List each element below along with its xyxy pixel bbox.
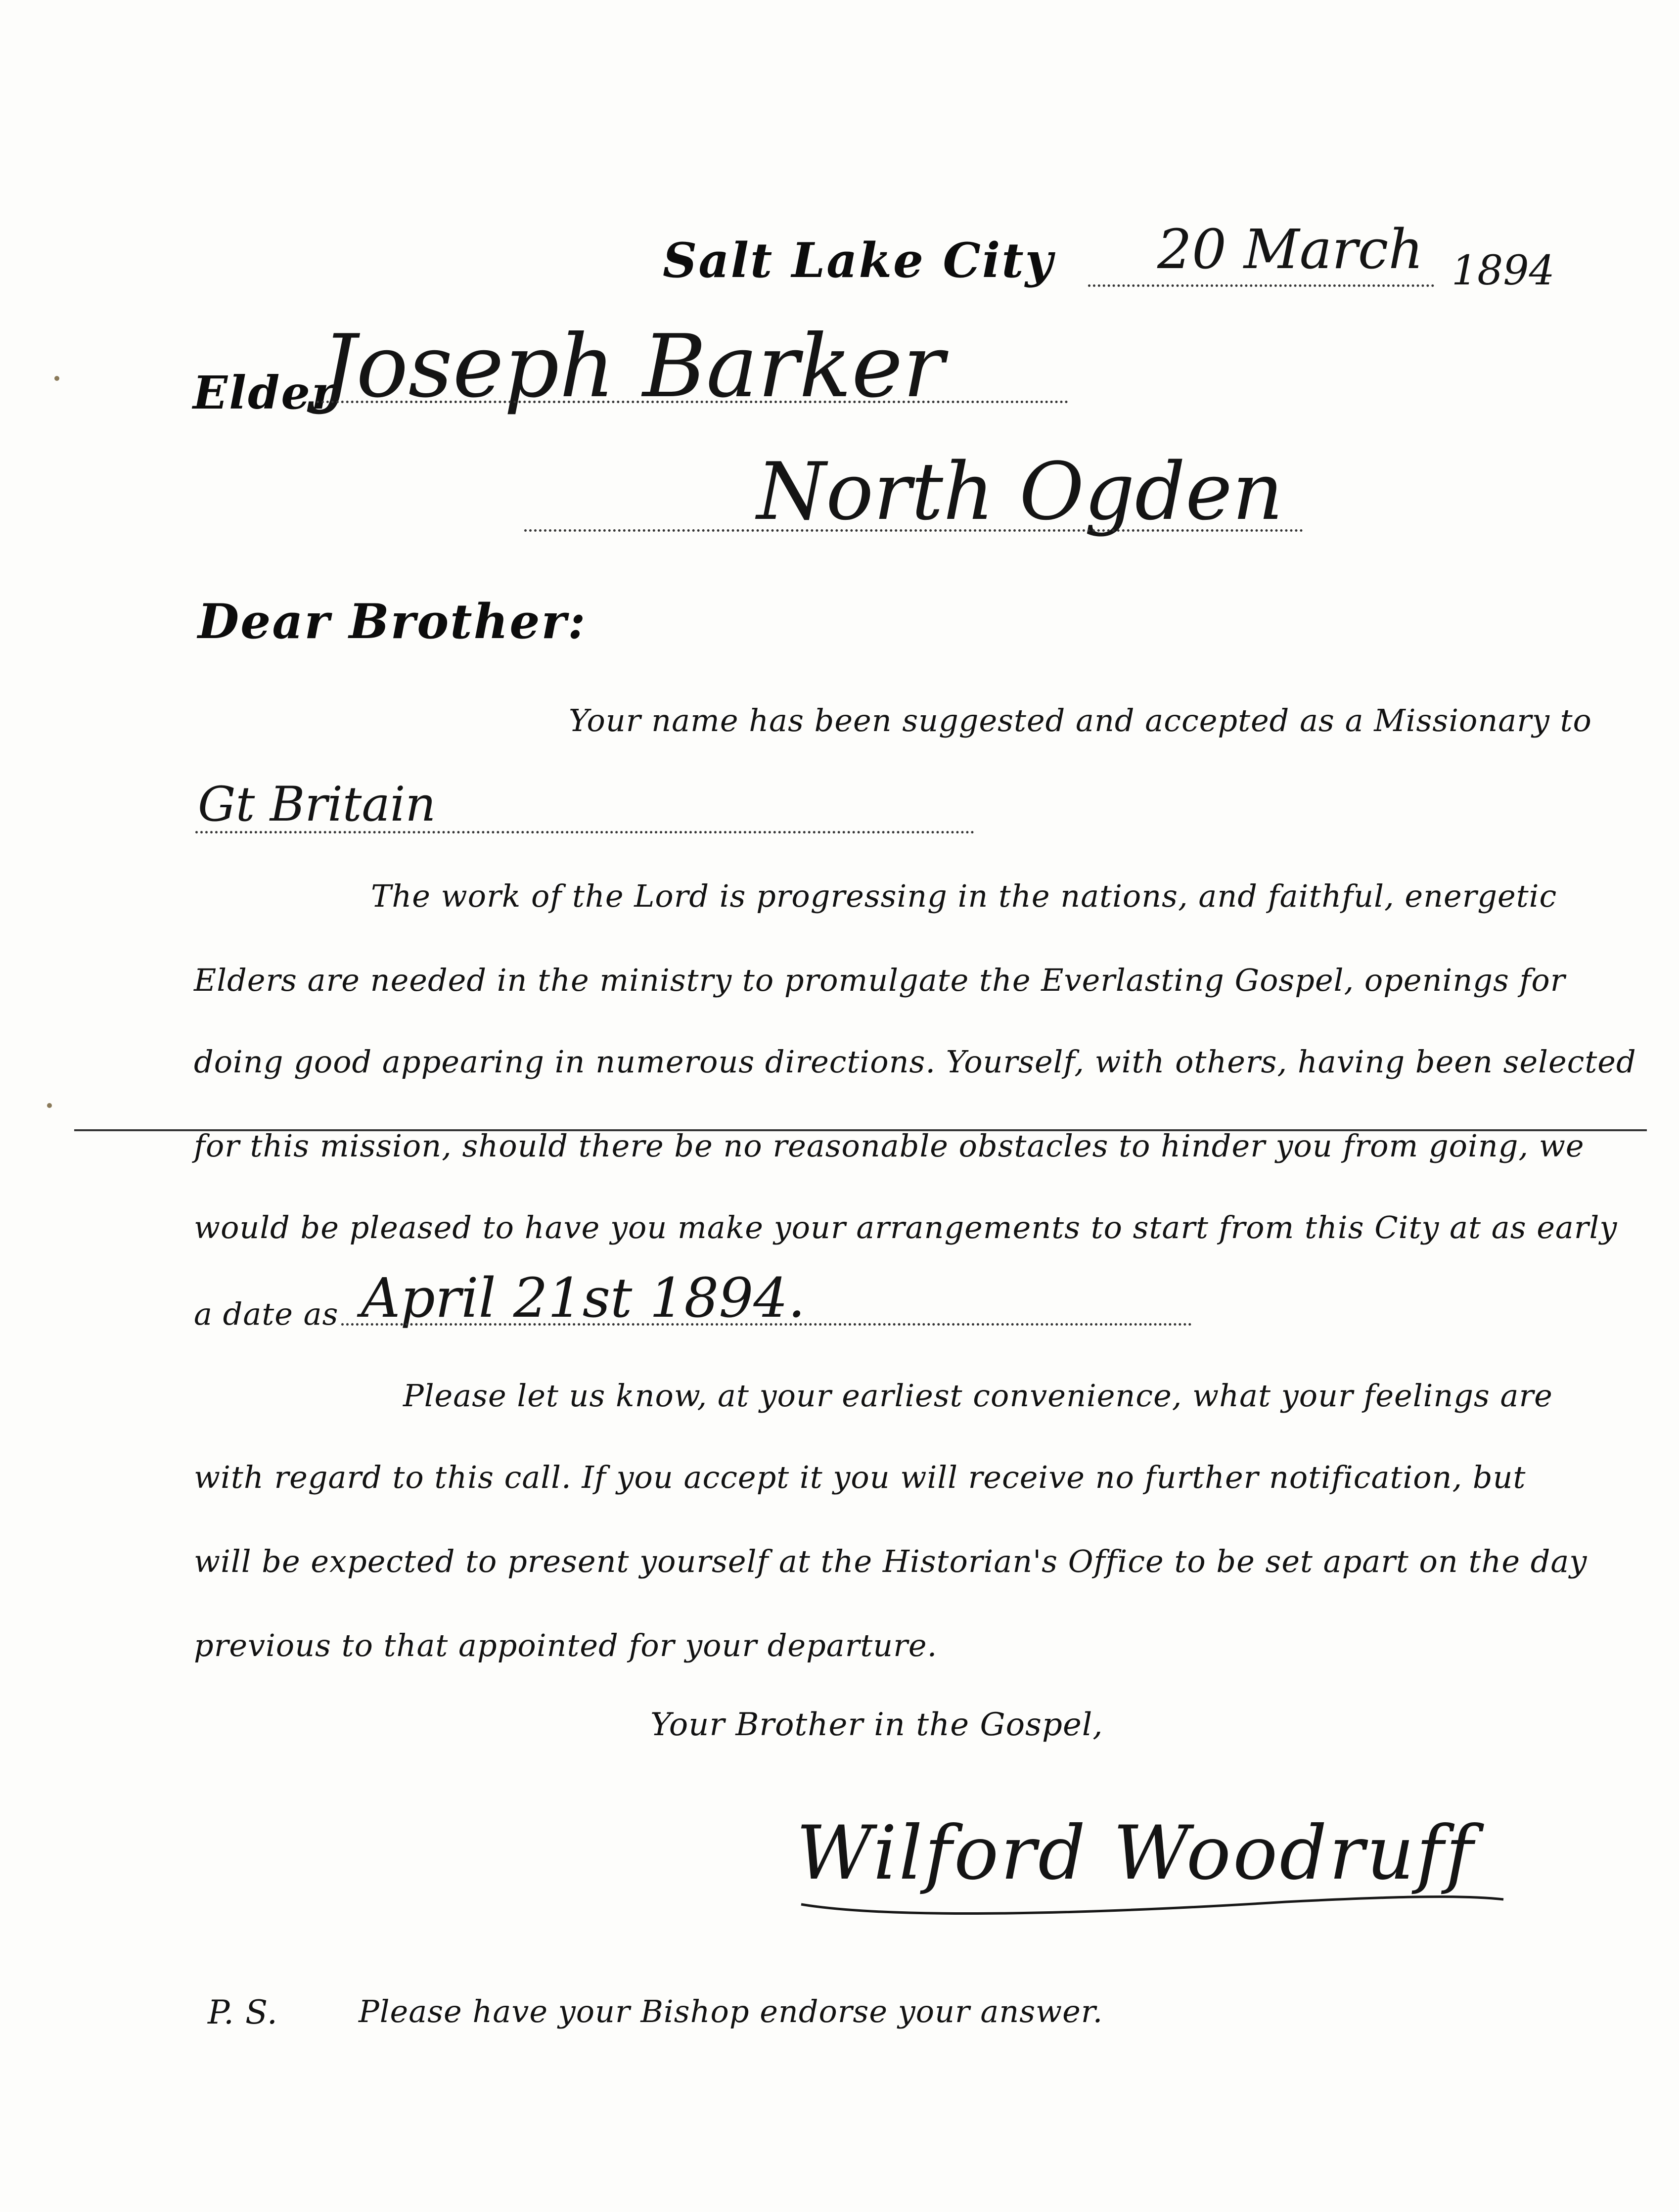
scan-speck [54, 376, 59, 381]
elder-label: Elder [193, 366, 337, 419]
closing-line-2: with regard to this call. If you accept it you will receive no further notification, but [194, 1459, 1526, 1495]
signature: Wilford Woodruff [796, 1810, 1475, 1896]
date-handwritten: 20 March [1157, 218, 1424, 281]
year: 1894 [1452, 247, 1555, 294]
body-line-6-prefix: a date as [194, 1296, 339, 1332]
body-line-4: for this mission, should there be no reasonable obstacles to hinder you from going, we [194, 1128, 1585, 1164]
closing-line-4: previous to that appointed for your departure. [194, 1627, 938, 1663]
body-line-5: would be pleased to have you make your arrangements to start from this City at as early [194, 1209, 1618, 1245]
signature-flourish [791, 1800, 1508, 1949]
ps-text: Please have your Bishop endorse your answer. [359, 1993, 1103, 2029]
name-dotted-line [317, 401, 1068, 403]
signoff: Your Brother in the Gospel, [650, 1706, 1103, 1743]
addressee-place: North Ogden [757, 445, 1283, 538]
intro-text: Your name has been suggested and accepted as a Missionary to [569, 702, 1592, 738]
salutation: Dear Brother: [198, 594, 587, 649]
body-line-2: Elders are needed in the ministry to promulgate the Everlasting Gospel, openings for [194, 962, 1566, 998]
body-line-1: The work of the Lord is progressing in the nations, and faithful, energetic [371, 878, 1557, 914]
departure-date: April 21st 1894. [361, 1266, 806, 1330]
place-dotted-line [524, 529, 1303, 532]
addressee-name: Joseph Barker [321, 317, 945, 417]
body-line-3: doing good appearing in numerous directions. Yourself, with others, having been selected [194, 1044, 1636, 1080]
mission-dotted-line [195, 831, 974, 833]
city-label: Salt Lake City [663, 232, 1054, 288]
closing-line-1: Please let us know, at your earliest convenience, what your feelings are [403, 1378, 1553, 1414]
scan-speck [47, 1103, 52, 1108]
departure-dotted-line [341, 1323, 1192, 1326]
date-dotted-line [1088, 284, 1434, 287]
mission-field: Gt Britain [198, 777, 436, 832]
closing-line-3: will be expected to present yourself at the Historian's Office to be set apart on the day [194, 1543, 1588, 1579]
ps-label: P. S. [208, 1993, 278, 2031]
